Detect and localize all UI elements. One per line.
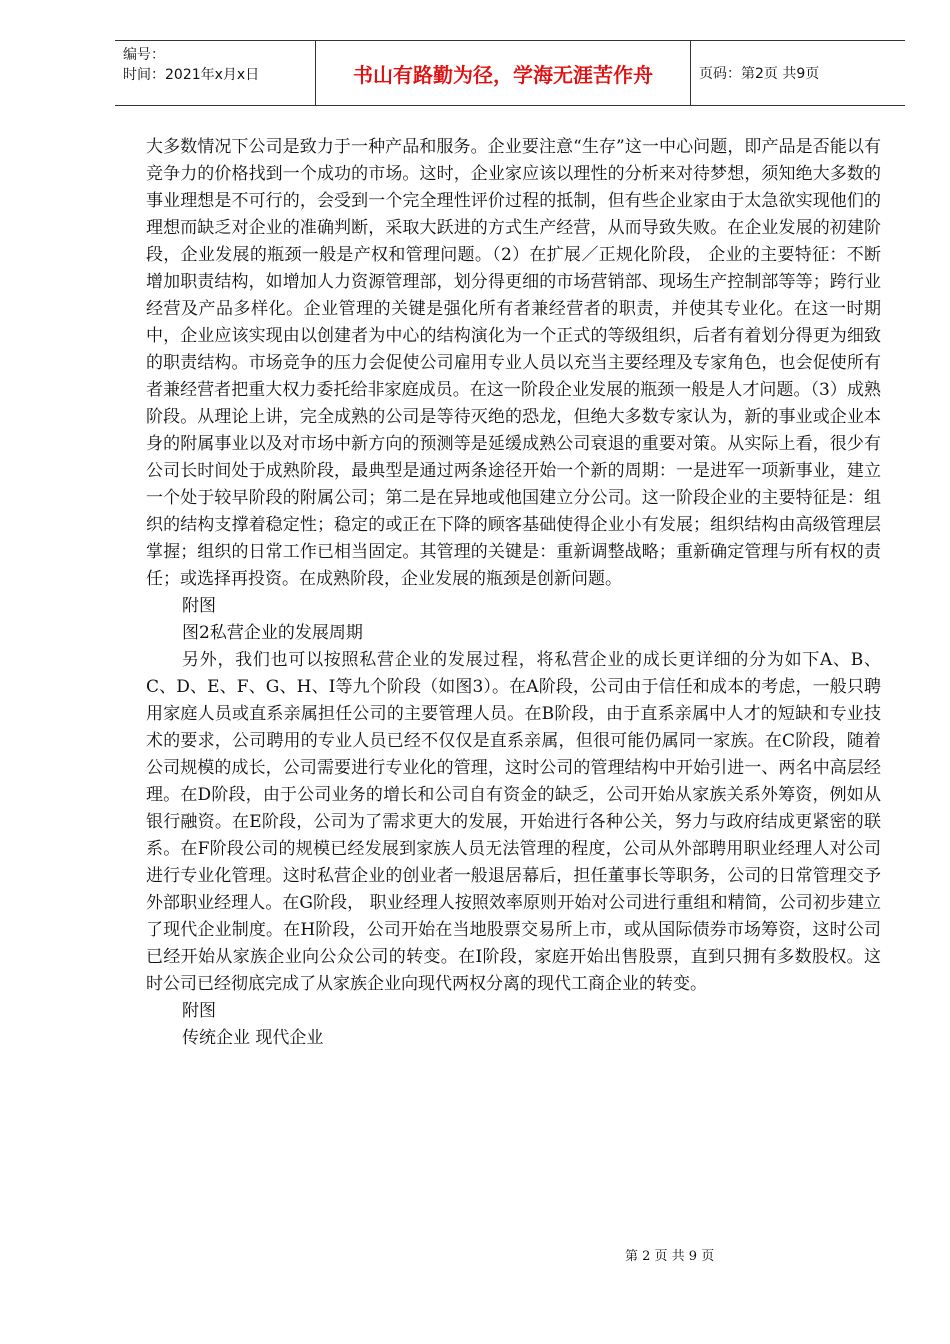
figure-note: 附图 xyxy=(182,1001,216,1021)
header-motto: 书山有路勤为径，学海无涯苦作舟 xyxy=(316,41,691,105)
number-label: 编号： xyxy=(123,47,165,63)
paragraph: 另外，我们也可以按照私营企业的发展过程，将私营企业的成长更详细的分为如下A、B、C、D、E、F、G、H、I等九个阶段（如图3）。在A阶段，公司由于信任和成本的考虑，一般只聘用家庭人员或直系亲属担任公司的主要管理人员。在B阶段，由于直系亲属中人才的短缺和专业技术的要求，公司聘用的专业人员已经不仅仅是直系亲属，但很可能仍属同一家族。在C阶段，随着公司规模的成长，公司需要进行专业化的管理，这时公司的管理结构中开始引进一、两名中高层经理。在D阶段，由于公司业务的增长和公司自有资金的缺乏，公司开始从家族关系外筹资，例如从银行融资。在E阶段，公司为了需求更大的发展，开始进行各种公关，努力与政府结成更紧密的联系。在F阶段公司的规模已经发展到家族人员无法管理的程度，公司从外部聘用职业经理人对公司进行专业化管理。这时私营企业的创业者一般退居幕后，担任董事长等职务，公司的日常管理交予外部职业经理人。在G阶段， 职业经理人按照效率原则开始对公司进行重组和精简，公司初步建立了现代企业制度。在H阶段，公司开始在当地股票交易所上市，或从国际债券市场筹资，这时公司已经开始从家族企业向公众公司的转变。在I阶段，家庭开始出售股票，直到只拥有多数股权。这时公司已经彻底完成了从家族企业向现代两权分离的现代工商企业的转变。 xyxy=(146,650,881,994)
header-meta xyxy=(115,41,316,105)
figure-caption: 图2私营企业的发展周期 xyxy=(182,623,363,643)
figure-note: 附图 xyxy=(182,596,216,616)
page-footer: 第 2 页 共 9 页 xyxy=(625,1249,715,1264)
header-page-label: 页码：第2页 共9页 xyxy=(699,66,820,82)
page-header xyxy=(115,40,905,106)
document-body xyxy=(146,134,881,1052)
time-label: 时间：2021年x月x日 xyxy=(123,67,260,83)
figure-labels: 传统企业 现代企业 xyxy=(182,1028,324,1048)
paragraph: 大多数情况下公司是致力于一种产品和服务。企业要注意“生存”这一中心问题，即产品是否能以有竞争力的价格找到一个成功的市场。这时，企业家应该以理性的分析来对待梦想，须知绝大多数的事业理想是不可行的，会受到一个完全理性评价过程的抵制，但有些企业家由于太急欲实现他们的理想而缺乏对企业的准确判断，采取大跃进的方式生产经营，从而导致失败。在企业发展的初建阶段，企业发展的瓶颈一般是产权和管理问题。（2）在扩展／正规化阶段， 企业的主要特征：不断增加职责结构，如增加人力资源管理部，划分得更细的市场营销部、现场生产控制部等等；跨行业经营及产品多样化。企业管理的关键是强化所有者兼经营者的职责，并使其专业化。在这一时期中，企业应该实现由以创建者为中心的结构演化为一个正式的等级组织，后者有着划分得更为细致的职责结构。市场竞争的压力会促使公司雇用专业人员以充当主要经理及专家角色，也会促使所有者兼经营者把重大权力委托给非家庭成员。在这一阶段企业发展的瓶颈一般是人才问题。（3）成熟阶段。从理论上讲，完全成熟的公司是等待灭绝的恐龙，但绝大多数专家认为，新的事业或企业本身的附属事业以及对市场中新方向的预测等是延缓成熟公司衰退的重要对策。从实际上看，很少有公司长时间处于成熟阶段，最典型是通过两条途径开始一个新的周期：一是进军一项新事业，建立一个处于较早阶段的附属公司；第二是在异地或他国建立分公司。这一阶段企业的主要特征是：组织的结构支撑着稳定性；稳定的或正在下降的顾客基础使得企业小有发展；组织结构由高级管理层掌握；组织的日常工作已相当固定。其管理的关键是：重新调整战略；重新确定管理与所有权的责任；或选择再投资。在成熟阶段，企业发展的瓶颈是创新问题。 xyxy=(146,137,881,589)
